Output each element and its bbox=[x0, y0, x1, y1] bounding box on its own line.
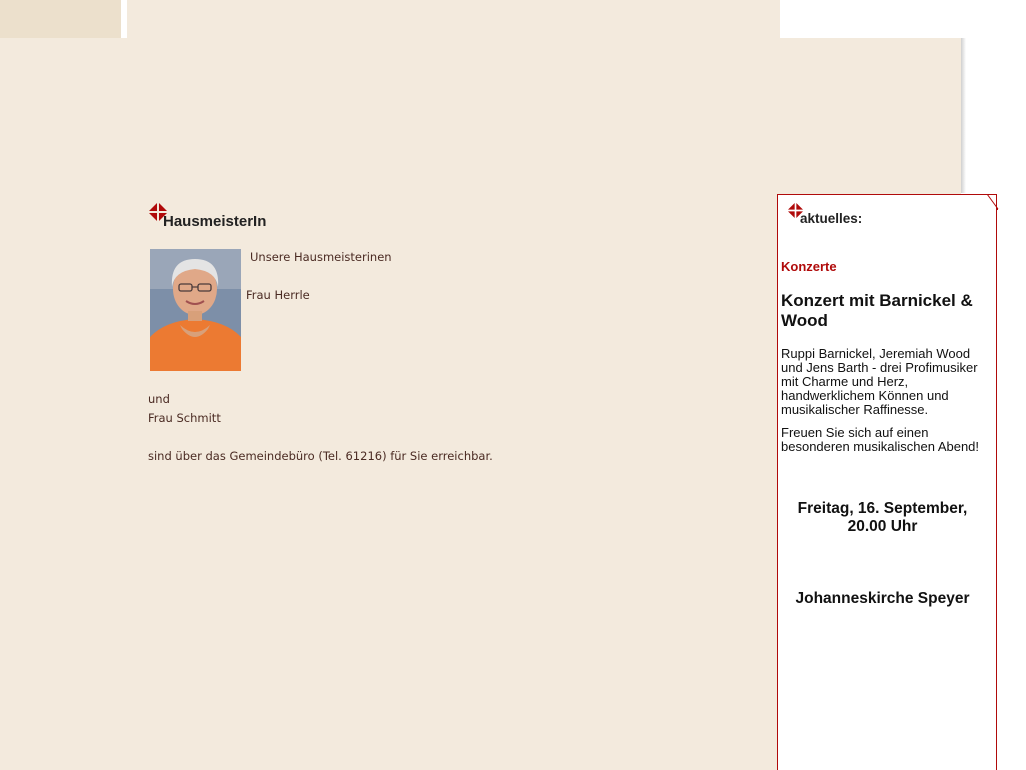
sidebar-heading: aktuelles: bbox=[800, 211, 863, 226]
page-shadow bbox=[961, 38, 966, 193]
sidebar-corner-fold bbox=[985, 194, 999, 210]
conjunction-text: und bbox=[148, 392, 170, 406]
news-invitation: Freuen Sie sich auf einen besonderen musikalischen Abend! bbox=[781, 425, 980, 454]
caretaker-photo bbox=[150, 249, 241, 371]
person-name: Frau Schmitt bbox=[148, 411, 221, 425]
header-strip bbox=[127, 0, 780, 38]
news-description: Ruppi Barnickel, Jeremiah Wood und Jens Barth - drei Profimusiker mit Charme und Herz, handwerklichem Können und musikalischer Raffinesse. bbox=[781, 346, 978, 417]
page-title: HausmeisterIn bbox=[163, 213, 267, 230]
contact-text: sind über das Gemeindebüro (Tel. 61216) für Sie erreichbar. bbox=[148, 449, 493, 463]
event-location: Johanneskirche Speyer bbox=[795, 590, 970, 607]
news-title-link[interactable]: Konzert mit Barnickel & Wood bbox=[781, 291, 973, 330]
person-name: Frau Herrle bbox=[246, 288, 310, 302]
portrait-image bbox=[150, 249, 241, 371]
event-date: Freitag, 16. September, 20.00 Uhr bbox=[797, 500, 968, 535]
header-strip-left bbox=[0, 0, 121, 38]
news-category-link[interactable]: Konzerte bbox=[781, 259, 837, 274]
news-sidebar bbox=[777, 194, 997, 770]
intro-text: Unsere Hausmeisterinen bbox=[250, 250, 392, 264]
